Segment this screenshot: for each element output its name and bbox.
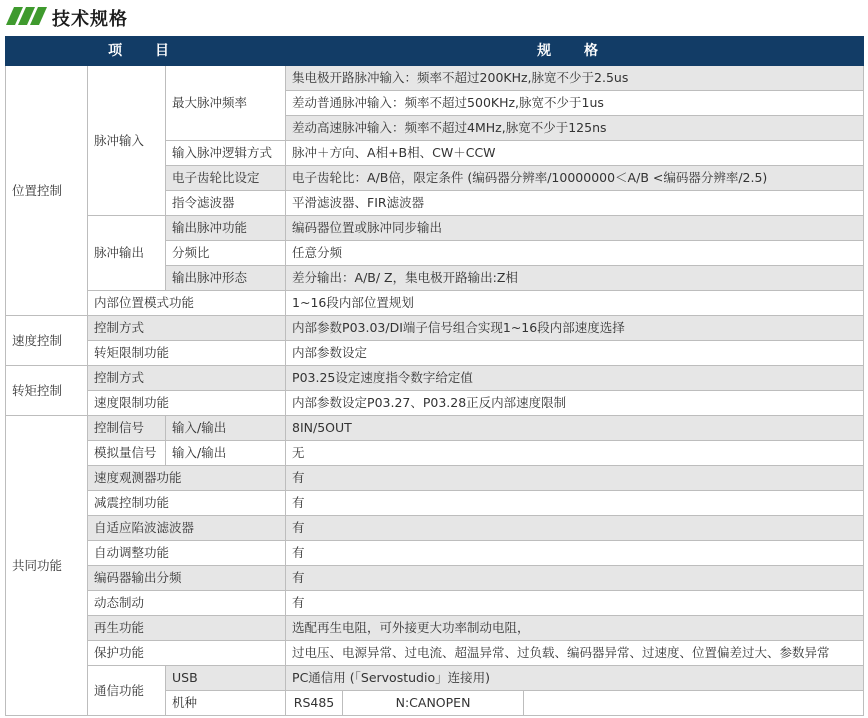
- value-division-ratio: 任意分频: [286, 241, 864, 266]
- label-command-filter: 指令滤波器: [166, 191, 286, 216]
- table-row: [6, 666, 864, 691]
- value-output-pulse-func: 编码器位置或脉冲同步输出: [286, 216, 864, 241]
- header-spec: 规 格: [286, 37, 864, 66]
- group-speed-control: 速度控制: [6, 316, 88, 366]
- table-row: [6, 216, 864, 241]
- value-pulse-logic: 脉冲＋方向、A相+B相、CW＋CCW: [286, 141, 864, 166]
- label-usb: USB: [166, 666, 286, 691]
- label-electronic-gear: 电子齿轮比设定: [166, 166, 286, 191]
- table-row: [6, 416, 864, 441]
- value-regeneration: 选配再生电阻，可外接更大功率制动电阻，: [286, 616, 864, 641]
- value-dynamic-brake: 有: [286, 591, 864, 616]
- table-row: [6, 616, 864, 641]
- value-analog-signal: 无: [286, 441, 864, 466]
- label-pulse-logic: 输入脉冲逻辑方式: [166, 141, 286, 166]
- label-analog-signal: 模拟量信号: [88, 441, 166, 466]
- value-auto-tuning: 有: [286, 541, 864, 566]
- value-output-pulse-form: 差分输出：A/B/ Z，集电极开路输出:Z相: [286, 266, 864, 291]
- table-row: [6, 441, 864, 466]
- page-header: [0, 0, 868, 32]
- value-torque-method: P03.25设定速度指令数字给定值: [286, 366, 864, 391]
- label-dynamic-brake: 动态制动: [88, 591, 286, 616]
- value-speed-observer: 有: [286, 466, 864, 491]
- label-vibration-control: 减震控制功能: [88, 491, 286, 516]
- label-output-pulse-form: 输出脉冲形态: [166, 266, 286, 291]
- table-row: [6, 316, 864, 341]
- subgroup-pulse-input: 脉冲输入: [88, 66, 166, 216]
- label-control-signal-io: 输入/输出: [166, 416, 286, 441]
- label-speed-method: 控制方式: [88, 316, 286, 341]
- label-torque-limit: 转矩限制功能: [88, 341, 286, 366]
- value-speed-limit: 内部参数设定P03.27、P03.28正反内部速度限制: [286, 391, 864, 416]
- page-title: 技术规格: [52, 9, 128, 30]
- label-division-ratio: 分频比: [166, 241, 286, 266]
- label-protection: 保护功能: [88, 641, 286, 666]
- table-row: [6, 591, 864, 616]
- group-common-functions: 共同功能: [6, 416, 88, 716]
- table-row: [6, 291, 864, 316]
- label-speed-observer: 速度观测器功能: [88, 466, 286, 491]
- value-speed-method: 内部参数P03.03/DI端子信号组合实现1~16段内部速度选择: [286, 316, 864, 341]
- label-regeneration: 再生功能: [88, 616, 286, 641]
- value-protection: 过电压、电源异常、过电流、超温异常、过负载、编码器异常、过速度、位置偏差过大、参数异常: [286, 641, 864, 666]
- table-row: [6, 391, 864, 416]
- value-model: [286, 691, 864, 716]
- label-model: 机种: [166, 691, 286, 716]
- label-analog-signal-io: 输入/输出: [166, 441, 286, 466]
- value-encoder-division: 有: [286, 566, 864, 591]
- slash-logo-icon: [6, 7, 48, 25]
- label-speed-limit: 速度限制功能: [88, 391, 286, 416]
- value-usb: PC通信用 (「Servostudio」连接用): [286, 666, 864, 691]
- value-electronic-gear: 电子齿轮比：A/B倍，限定条件 (编码器分辨率/10000000＜A/B <编码器分辨率/2.5): [286, 166, 864, 191]
- value-max-freq-diff-hs: 差动高速脉冲输入：频率不超过4MHz,脉宽不少于125ns: [286, 116, 864, 141]
- label-notch-filter: 自适应陷波滤波器: [88, 516, 286, 541]
- table-row: [6, 566, 864, 591]
- label-communication: 通信功能: [88, 666, 166, 716]
- header-item: 项 目: [6, 37, 286, 66]
- value-command-filter: 平滑滤波器、FIR滤波器: [286, 191, 864, 216]
- label-torque-method: 控制方式: [88, 366, 286, 391]
- value-max-freq-oc: 集电极开路脉冲输入：频率不超过200KHz,脉宽不少于2.5us: [286, 66, 864, 91]
- label-output-pulse-func: 输出脉冲功能: [166, 216, 286, 241]
- table-row: [6, 541, 864, 566]
- spec-table: [5, 36, 864, 716]
- table-row: [6, 516, 864, 541]
- subgroup-pulse-output: 脉冲输出: [88, 216, 166, 291]
- table-row: [6, 466, 864, 491]
- label-control-signal: 控制信号: [88, 416, 166, 441]
- group-torque-control: 转矩控制: [6, 366, 88, 416]
- value-notch-filter: 有: [286, 516, 864, 541]
- table-row: [6, 341, 864, 366]
- value-torque-limit: 内部参数设定: [286, 341, 864, 366]
- value-internal-position: 1~16段内部位置规划: [286, 291, 864, 316]
- model-rs485: RS485: [286, 691, 343, 715]
- value-max-freq-diff: 差动普通脉冲输入：频率不超过500KHz,脉宽不少于1us: [286, 91, 864, 116]
- label-internal-position: 内部位置模式功能: [88, 291, 286, 316]
- table-row: [6, 491, 864, 516]
- group-position-control: 位置控制: [6, 66, 88, 316]
- value-control-signal: 8IN/5OUT: [286, 416, 864, 441]
- label-encoder-division: 编码器输出分频: [88, 566, 286, 591]
- value-vibration-control: 有: [286, 491, 864, 516]
- table-row: [6, 641, 864, 666]
- table-row: [6, 366, 864, 391]
- table-row: [6, 66, 864, 91]
- label-auto-tuning: 自动调整功能: [88, 541, 286, 566]
- table-header-row: [6, 37, 864, 66]
- label-max-pulse-freq: 最大脉冲频率: [166, 66, 286, 141]
- model-canopen: N:CANOPEN: [343, 691, 524, 715]
